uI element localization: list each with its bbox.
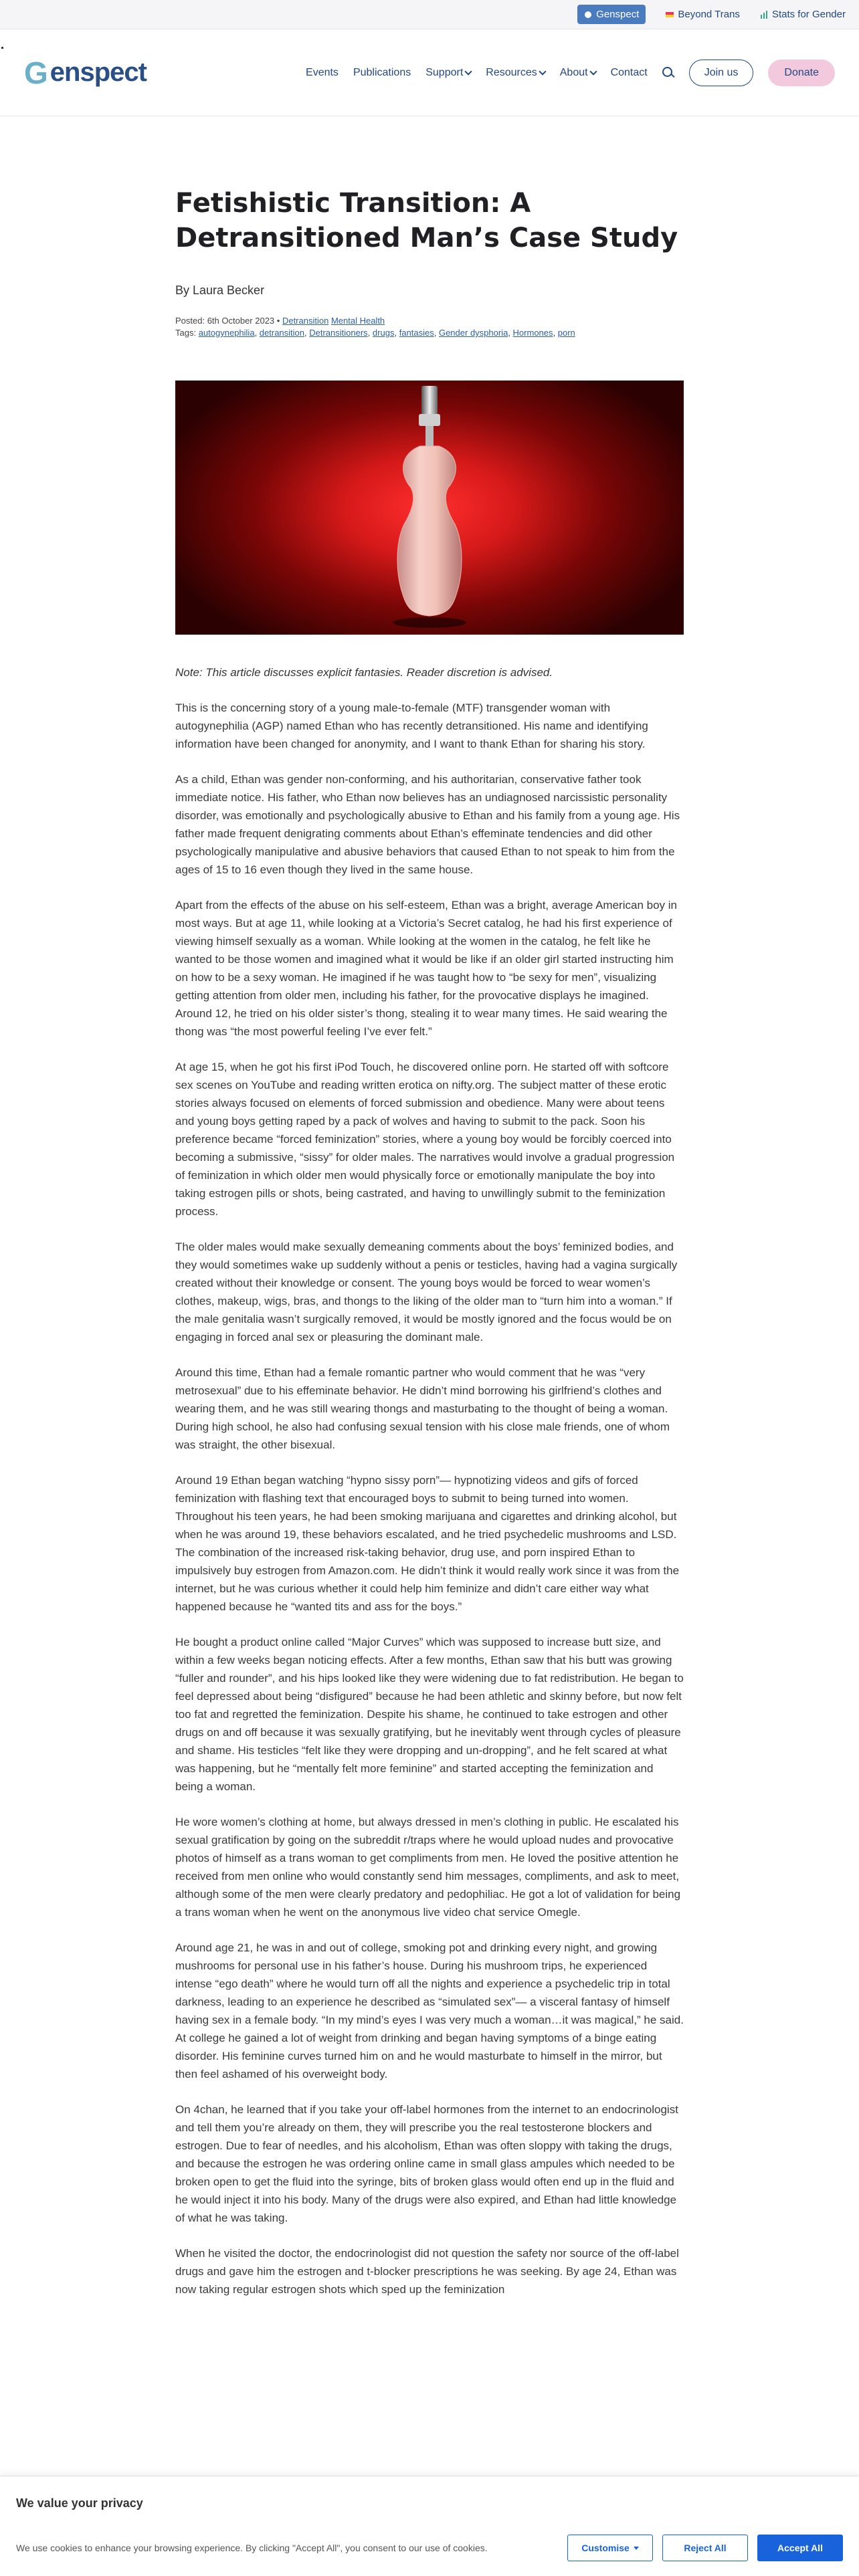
customise-button[interactable]: Customise xyxy=(567,2535,653,2561)
article-paragraph: Around 19 Ethan began watching “hypno sissy porn”— hypnotizing videos and gifs of forced feminization with flashing text that encouraged boys to submit to being turned into women. Throughout his teen years, he had been smoking marijuana and cigarettes and drinking alcohol, but when he was around 19, these behaviors escalated, and he tried psychedelic mushrooms and LSD. The combination of the increased risk-taking behavior, drug use, and porn inspired Ethan to impulsively buy estrogen from Amazon.com. He didn’t think it would really work since it was from the internet, but he was curious whether it could help him feminize and didn’t care either way what happened because he “wanted tits and ass for the boys.” xyxy=(175,1474,680,1613)
chart-icon xyxy=(760,11,768,19)
tags-line: Tags: autogynephilia, detransition, Detransitioners, drugs, fantasies, Gender dysphoria, Hormones, porn xyxy=(175,328,575,338)
nav-about[interactable]: About xyxy=(560,67,596,79)
nav-support[interactable]: Support xyxy=(425,67,471,79)
article-paragraph: Apart from the effects of the abuse on his self-esteem, Ethan was a bright, average American boy in most ways. But at age 11, while looking at a Victoria’s Secret catalog, he had his first experience of viewing himself sexually as a woman. While looking at the women in the catalog, he felt like he wanted to be those women and imagined what it would be like if an older girl started instructing him on how to be a sexy woman. He imagined if he was taught how to “be sexy for men”, visualizing getting attention from older men, including his father, for the provocative displays he imagined. Around 12, he tried on his older sister’s thong, stealing it to wear many times. He said wearing the thong was “the most powerful feeling I’ve ever felt.” xyxy=(175,899,677,1038)
posted-line: Posted: 6th October 2023 • Detransition Mental Health xyxy=(175,316,385,326)
content-warning-note: Note: This article discusses explicit fantasies. Reader discretion is advised. xyxy=(175,666,553,679)
article-paragraph: When he visited the doctor, the endocrinologist did not question the safety nor source of the off-label drugs and gave him the estrogen and t-blocker prescriptions he was seeking. By age 24, Ethan was now taking regular estrogen shots which sped up the feminization xyxy=(175,2247,679,2296)
nav-resources[interactable]: Resources xyxy=(486,67,545,79)
donate-button[interactable]: Donate xyxy=(768,60,835,86)
search-icon[interactable] xyxy=(662,67,674,79)
article-author: By Laura Becker xyxy=(175,284,265,297)
article-paragraph: He wore women’s clothing at home, but always dressed in men’s clothing in public. He escalated his sexual gratification by going on the subreddit r/traps where he would upload nudes and provocative photos of himself as a trans woman to get compliments from men. He loved the positive attention he received from men online who would constantly send him messages, compliments, and ask to meet, although some of the men were clearly predatory and pedophiliac. He got a lot of validation for being a trans woman when he went on the anonymous live video chat service Omegle. xyxy=(175,1816,681,1919)
genspect-icon xyxy=(584,11,592,19)
tag-link[interactable]: Gender dysphoria xyxy=(438,328,508,338)
category-link[interactable]: Detransition xyxy=(282,316,329,326)
flag-icon xyxy=(666,11,674,19)
article-paragraph: On 4chan, he learned that if you take your off-label hormones from the internet to an endocrinologist and tell them you’re already on them, they will prescribe you the real testosterone blockers and estrogen. Due to fear of needles, and his alcoholism, Ethan was often sloppy with taking the drugs, and because the estrogen he was ordering online came in small glass ampules which needed to be broken open to get the fluid into the syringe, bits of broken glass would often end up in the fluid and he would inject it into his body. Many of the drugs were also expired, and Ethan had little knowledge of what he was taking. xyxy=(175,2103,678,2224)
cookie-title: We value your privacy xyxy=(16,2496,143,2510)
article-paragraph: This is the concerning story of a young male-to-female (MTF) transgender woman with autogynephilia (AGP) named Ethan who has recently detransitioned. His name and identifying information have been changed for anonymity, and I want to thank Ethan for sharing his story. xyxy=(175,702,648,750)
tag-link[interactable]: Detransitioners xyxy=(309,328,368,338)
cookie-consent-banner xyxy=(0,2476,859,2576)
category-link[interactable]: Mental Health xyxy=(330,316,385,326)
topbar-link-stats-for-gender[interactable]: Stats for Gender xyxy=(760,9,846,20)
article-paragraph: The older males would make sexually demeaning comments about the boys’ feminized bodies, and they would sometimes wake up suddenly without a penis or testicles, having had a vagina surgically created without their knowledge or consent. The young boys would be forced to wear women’s clothes, makeup, wigs, bras, and thongs to the liking of the older man to “turn him into a woman.” If the male genitalia wasn’t surgically removed, it would be mostly ignored and the focus would be on engaging in forced anal sex or pleasuring the dominant male. xyxy=(175,1241,678,1344)
tag-link[interactable]: drugs xyxy=(372,328,395,338)
article-paragraph: Around this time, Ethan had a female romantic partner who would comment that he was “very metrosexual” due to his effeminate behavior. He didn’t mind borrowing his girlfriend’s clothes and wearing them, and he was still wearing thongs and masturbating to the thought of being a woman. During high school, he also had confusing sexual tension with his close male friends, one of whom was straight, the other bisexual. xyxy=(175,1366,670,1451)
article-paragraph: Around age 21, he was in and out of college, smoking pot and drinking every night, and growing mushrooms for personal use in his father’s house. During his mushroom trips, he experienced intense “ego death” where he would turn off all the nights and experience a psychedelic trip in total darkness, leading to an experience he described as “simulated sex”— a visceral fantasy of himself having sex in a female body. “In my mind’s eyes I was very much a woman…it was magical,” he said. At college he gained a lot of weight from drinking and began having symptoms of a binge eating disorder. His feminine curves turned him on and he would masturbate to himself in the mirror, but then feel ashamed of his overweight body. xyxy=(175,1941,684,2080)
article xyxy=(175,116,684,2298)
main-nav xyxy=(306,60,835,86)
nav-contact[interactable]: Contact xyxy=(610,66,648,78)
chevron-down-icon xyxy=(465,68,472,75)
tag-link[interactable]: porn xyxy=(557,328,575,338)
chevron-down-icon xyxy=(539,68,546,75)
cookie-buttons xyxy=(567,2535,843,2561)
caret-down-icon xyxy=(634,2547,639,2550)
genspect-logo[interactable]: G enspect xyxy=(24,55,147,90)
article-paragraph: At age 15, when he got his first iPod Touch, he discovered online porn. He started off with softcore sex scenes on YouTube and reading written erotica on nifty.org. The subject matter of these erotic stories always focused on elements of forced submission and obedience. Many were about teens and young boys getting raped by a pack of wolves and having to submit to the pack. Soon his preference became “forced feminization” stories, where a young boy would be forcibly coerced into becoming a submissive, “sissy” for older males. The narratives would involve a gradual progression of feminization in which older men would physically force or emotionally manipulate the boy into taking estrogen pills or shots, being castrated, and having to unwillingly submit to the feminization process. xyxy=(175,1061,675,1218)
chevron-down-icon xyxy=(589,68,597,75)
tag-link[interactable]: detransition xyxy=(259,328,305,338)
join-us-button[interactable]: Join us xyxy=(689,60,754,86)
tag-link[interactable]: fantasies xyxy=(399,328,434,338)
accept-all-button[interactable]: Accept All xyxy=(757,2535,843,2561)
edge-marker xyxy=(1,47,3,49)
article-meta xyxy=(175,315,684,339)
tag-link[interactable]: Hormones xyxy=(512,328,553,338)
reject-all-button[interactable]: Reject All xyxy=(662,2535,748,2561)
nav-publications[interactable]: Publications xyxy=(353,66,411,78)
network-topbar xyxy=(0,0,859,29)
topbar-link-beyond-trans[interactable]: Beyond Trans xyxy=(666,9,740,20)
perfume-bottle-illustration xyxy=(363,381,496,635)
article-title: Fetishistic Transition: A Detransitioned Man’s Case Study xyxy=(175,188,678,253)
site-header xyxy=(0,29,859,116)
cookie-text: We use cookies to enhance your browsing experience. By clicking "Accept All", you consent to our use of cookies. xyxy=(16,2543,488,2553)
article-paragraph: He bought a product online called “Major Curves” which was supposed to increase butt size, and within a few weeks began noticing effects. After a few months, Ethan saw that his butt was growing “fuller and rounder”, and his hips looked like they were widening due to fat redistribution. He began to feel depressed about being “disfigured” because he had been athletic and skinny before, but now felt too fat and regretted the feminization. Despite his shame, he continued to take estrogen and other drugs on and off because it was sexually gratifying, but he inevitably went through cycles of pleasure and shame. His testicles “felt like they were dropping and un-dropping”, and he felt scared at what was happening, but he “mentally felt more feminine” and started accepting the feminization and being a woman. xyxy=(175,1636,684,1793)
topbar-link-genspect[interactable]: Genspect xyxy=(577,5,646,24)
hero-image xyxy=(175,381,684,635)
nav-events[interactable]: Events xyxy=(306,66,339,78)
tag-link[interactable]: autogynephilia xyxy=(198,328,255,338)
article-paragraph: As a child, Ethan was gender non-conforming, and his authoritarian, conservative father took immediate notice. His father, who Ethan now believes has an undiagnosed narcissistic personality disorder, was emotionally and psychologically abusive to Ethan and his family from a young age. His father made frequent denigrating comments about Ethan’s effeminate tendencies and did other psychologically manipulative and abusive behaviors that caused Ethan to not speak to him from the ages of 15 to 16 even though they lived in the same house. xyxy=(175,773,680,876)
